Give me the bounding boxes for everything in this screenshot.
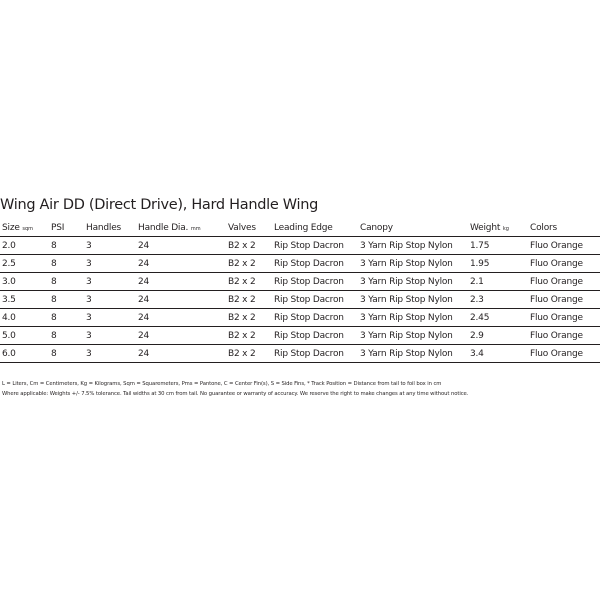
cell-weight: 2.1 xyxy=(468,273,528,291)
cell-canopy: 3 Yarn Rip Stop Nylon xyxy=(358,327,468,345)
cell-valves: B2 x 2 xyxy=(226,255,272,273)
abbreviations-note: L = Liters, Cm = Centimeters, Kg = Kilograms, Sqm = Squaremeters, Pms = Pantone, C = Center Fin(s), S = Side Fins, * Track Position = Distance from tail to foil box in cm xyxy=(2,381,442,387)
column-header-colors: Colors xyxy=(528,219,600,237)
cell-canopy: 3 Yarn Rip Stop Nylon xyxy=(358,273,468,291)
cell-handles: 3 xyxy=(84,273,136,291)
cell-handle-dia: 24 xyxy=(136,273,226,291)
cell-valves: B2 x 2 xyxy=(226,345,272,363)
table-row xyxy=(0,309,600,327)
cell-colors: Fluo Orange xyxy=(528,255,600,273)
table-row xyxy=(0,237,600,255)
cell-valves: B2 x 2 xyxy=(226,327,272,345)
cell-canopy: 3 Yarn Rip Stop Nylon xyxy=(358,291,468,309)
cell-leading-edge: Rip Stop Dacron xyxy=(272,255,358,273)
cell-size: 3.5 xyxy=(0,291,49,309)
cell-handles: 3 xyxy=(84,345,136,363)
column-unit: mm xyxy=(190,225,201,232)
cell-handles: 3 xyxy=(84,237,136,255)
cell-colors: Fluo Orange xyxy=(528,237,600,255)
cell-weight: 1.95 xyxy=(468,255,528,273)
disclaimer-note: Where applicable: Weights +/- 7.5% tolerance. Tail widths at 30 cm from tail. No guarantee or warranty of accuracy. We reserve the right to make changes at any time without notice. xyxy=(2,390,469,397)
cell-handle-dia: 24 xyxy=(136,309,226,327)
cell-leading-edge: Rip Stop Dacron xyxy=(272,237,358,255)
cell-handle-dia: 24 xyxy=(136,345,226,363)
column-header-canopy: Canopy xyxy=(358,219,468,237)
cell-psi: 8 xyxy=(49,291,84,309)
cell-handles: 3 xyxy=(84,255,136,273)
cell-colors: Fluo Orange xyxy=(528,345,600,363)
cell-weight: 3.4 xyxy=(468,345,528,363)
column-header-valves: Valves xyxy=(226,219,272,237)
column-header-handles: Handles xyxy=(84,219,136,237)
column-header-psi: PSI xyxy=(49,219,84,237)
table-row xyxy=(0,273,600,291)
column-header-handle-dia: Handle Dia. mm xyxy=(136,219,226,237)
cell-canopy: 3 Yarn Rip Stop Nylon xyxy=(358,255,468,273)
column-unit: sqm xyxy=(22,225,34,232)
table-row xyxy=(0,291,600,309)
cell-handles: 3 xyxy=(84,309,136,327)
cell-size: 6.0 xyxy=(0,345,49,363)
cell-colors: Fluo Orange xyxy=(528,273,600,291)
column-header-weight: Weight kg xyxy=(468,219,528,237)
cell-weight: 2.45 xyxy=(468,309,528,327)
cell-weight: 2.3 xyxy=(468,291,528,309)
cell-leading-edge: Rip Stop Dacron xyxy=(272,309,358,327)
cell-weight: 1.75 xyxy=(468,237,528,255)
cell-psi: 8 xyxy=(49,345,84,363)
specs-table xyxy=(0,219,600,363)
column-header-leading-edge: Leading Edge xyxy=(272,219,358,237)
cell-psi: 8 xyxy=(49,237,84,255)
cell-leading-edge: Rip Stop Dacron xyxy=(272,345,358,363)
cell-leading-edge: Rip Stop Dacron xyxy=(272,291,358,309)
cell-size: 5.0 xyxy=(0,327,49,345)
cell-handles: 3 xyxy=(84,291,136,309)
cell-valves: B2 x 2 xyxy=(226,237,272,255)
cell-handle-dia: 24 xyxy=(136,237,226,255)
cell-size: 2.5 xyxy=(0,255,49,273)
cell-handle-dia: 24 xyxy=(136,255,226,273)
footnotes xyxy=(2,380,468,399)
table-row xyxy=(0,255,600,273)
cell-handles: 3 xyxy=(84,327,136,345)
cell-valves: B2 x 2 xyxy=(226,291,272,309)
cell-colors: Fluo Orange xyxy=(528,309,600,327)
cell-canopy: 3 Yarn Rip Stop Nylon xyxy=(358,345,468,363)
column-header-size: Size sqm xyxy=(0,219,49,237)
cell-canopy: 3 Yarn Rip Stop Nylon xyxy=(358,237,468,255)
cell-canopy: 3 Yarn Rip Stop Nylon xyxy=(358,309,468,327)
cell-psi: 8 xyxy=(49,309,84,327)
cell-valves: B2 x 2 xyxy=(226,309,272,327)
cell-psi: 8 xyxy=(49,255,84,273)
column-unit: kg xyxy=(502,225,509,232)
cell-handle-dia: 24 xyxy=(136,291,226,309)
cell-size: 2.0 xyxy=(0,237,49,255)
cell-colors: Fluo Orange xyxy=(528,291,600,309)
cell-size: 3.0 xyxy=(0,273,49,291)
cell-colors: Fluo Orange xyxy=(528,327,600,345)
cell-handle-dia: 24 xyxy=(136,327,226,345)
cell-valves: B2 x 2 xyxy=(226,273,272,291)
cell-psi: 8 xyxy=(49,273,84,291)
cell-leading-edge: Rip Stop Dacron xyxy=(272,273,358,291)
page-title: Wing Air DD (Direct Drive), Hard Handle Wing xyxy=(0,197,319,213)
cell-psi: 8 xyxy=(49,327,84,345)
cell-size: 4.0 xyxy=(0,309,49,327)
table-row xyxy=(0,345,600,363)
cell-weight: 2.9 xyxy=(468,327,528,345)
table-row xyxy=(0,327,600,345)
table-header-row xyxy=(0,219,600,237)
cell-leading-edge: Rip Stop Dacron xyxy=(272,327,358,345)
